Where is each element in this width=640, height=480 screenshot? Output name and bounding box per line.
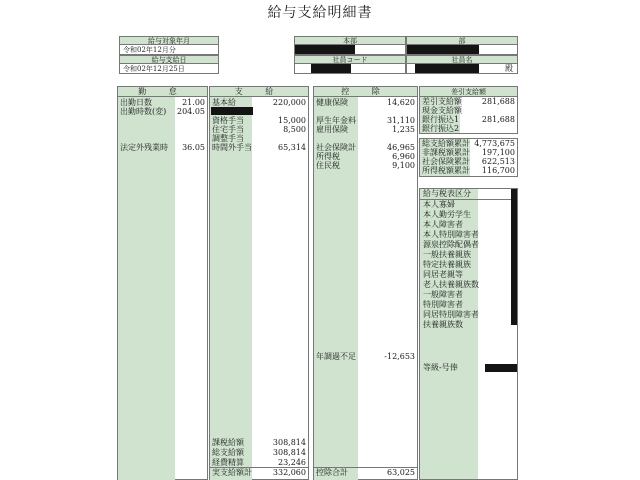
net-label: 差引支給額 [422, 97, 462, 106]
attendance-label: 出勤時数(変) [120, 107, 167, 116]
payment-label: 時間外手当 [212, 143, 252, 152]
payments-heading: 支 給 [209, 86, 309, 97]
deduction-label: 社会保険計 [316, 143, 356, 152]
honbu-value [294, 45, 406, 55]
redacted-block [311, 64, 351, 73]
net-panel [419, 97, 518, 134]
net-label: 銀行振込1 [422, 115, 460, 124]
cumulative-label: 社会保険累計 [422, 157, 470, 166]
target-month-value: 令和02年12月分 [119, 45, 219, 55]
payment-total-value: 332,060 [272, 468, 306, 477]
cumulative-label: 非課税額累計 [422, 148, 470, 157]
target-month-label: 給与対象年月 [119, 36, 219, 45]
attendance-panel [117, 97, 208, 480]
deductions-panel [313, 97, 418, 480]
redacted-block [485, 364, 517, 372]
payment-total-label: 経費精算 [212, 458, 244, 467]
cumulative-value: 622,513 [481, 157, 515, 166]
deduction-label: 住民税 [316, 161, 340, 170]
tax-info-item: 老人扶養親族数 [423, 280, 479, 289]
net-label: 銀行振込2 [422, 124, 460, 133]
redacted-block [407, 45, 479, 54]
attendance-value: 204.05 [177, 107, 205, 116]
attendance-label: 法定外残業時 [120, 143, 168, 152]
attendance-heading: 勤 怠 [117, 86, 208, 97]
grade-label: 等級-号俸 [423, 363, 458, 372]
tax-info-heading: 給与税表区分 [423, 189, 471, 198]
deduction-value: 14,620 [387, 98, 415, 107]
tax-info-item: 同居特別障害者 [423, 310, 479, 319]
cumulative-label: 総支給額累計 [422, 139, 470, 148]
cumulative-label: 所得税額累計 [422, 166, 470, 175]
payment-value: 65,314 [278, 143, 306, 152]
adjustment-value: -12,653 [384, 352, 415, 361]
tax-info-item: 本人障害者 [423, 220, 463, 229]
attendance-value: 21.00 [182, 98, 205, 107]
payment-total-value: 23,246 [278, 458, 306, 467]
net-label: 現金支給額 [422, 106, 462, 115]
tax-info-item: 特定扶養親族 [423, 260, 471, 269]
payment-total-label: 実支給額計 [212, 468, 252, 477]
payment-label: 調整手当 [212, 134, 244, 143]
deduction-total-value: 63,025 [387, 468, 415, 477]
net-heading: 差引支給額 [419, 86, 518, 97]
net-value: 281,688 [481, 97, 515, 106]
attendance-value: 36.05 [182, 143, 205, 152]
payment-total-label: 課税給額 [212, 438, 244, 447]
cumulative-value: 197,100 [481, 148, 515, 157]
tax-info-panel [419, 188, 518, 480]
employee-code-value [294, 64, 406, 74]
payments-panel [209, 97, 309, 480]
deduction-label: 健康保険 [316, 98, 348, 107]
tax-info-item: 源泉控除配偶者 [423, 240, 479, 249]
adjustment-label: 年調過不足 [316, 352, 356, 361]
payment-value: 15,000 [278, 116, 306, 125]
bu-value [406, 45, 518, 55]
cumulative-value: 4,773,675 [474, 139, 515, 148]
honorific: 殿 [505, 64, 513, 73]
cumulative-value: 116,700 [481, 166, 515, 175]
honbu-label: 本部 [294, 36, 406, 45]
deduction-label: 雇用保険 [316, 125, 348, 134]
cumulative-panel [419, 138, 518, 177]
bu-label: 部 [406, 36, 518, 45]
deduction-value: 9,100 [392, 161, 415, 170]
employee-name-label: 社員名 [406, 55, 518, 64]
deduction-total-label: 控除合計 [316, 468, 348, 477]
payment-total-label: 総支給額 [212, 448, 244, 457]
tax-info-item: 一般障害者 [423, 290, 463, 299]
tax-info-item: 扶養親族数 [423, 320, 463, 329]
deduction-label: 所得税 [316, 152, 340, 161]
document-title: 給与支給明細書 [267, 5, 373, 21]
payment-total-value: 308,814 [272, 438, 306, 447]
redacted-block [295, 45, 355, 54]
redacted-block [511, 189, 517, 325]
employee-name-value [406, 64, 518, 74]
tax-info-item: 本人特別障害者 [423, 230, 479, 239]
deduction-label: 厚生年金料 [316, 116, 356, 125]
tax-info-item: 特別障害者 [423, 300, 463, 309]
deduction-value: 1,235 [392, 125, 415, 134]
employee-code-label: 社員コード [294, 55, 406, 64]
net-value: 281,688 [481, 115, 515, 124]
tax-info-item: 同居老親等 [423, 270, 463, 279]
payment-label: 住宅手当 [212, 125, 244, 134]
payment-label: 基本給 [212, 98, 236, 107]
deduction-value: 6,960 [392, 152, 415, 161]
deduction-value: 46,965 [387, 143, 415, 152]
tax-info-item: 本人勤労学生 [423, 210, 471, 219]
payment-total-value: 308,814 [272, 448, 306, 457]
deductions-heading: 控 除 [313, 86, 418, 97]
attendance-label: 出勤日数 [120, 98, 152, 107]
deduction-value: 31,110 [387, 116, 415, 125]
redacted-block [415, 64, 479, 73]
tax-info-item: 一般扶養親族 [423, 250, 471, 259]
pay-date-label: 給与支給日 [119, 55, 219, 64]
payment-label: 資格手当 [212, 116, 244, 125]
tax-info-item: 本人寡婦 [423, 200, 455, 209]
redacted-block [211, 107, 253, 115]
pay-date-value: 令和02年12月25日 [119, 64, 219, 74]
payment-value: 220,000 [272, 98, 306, 107]
payment-value: 8,500 [283, 125, 306, 134]
